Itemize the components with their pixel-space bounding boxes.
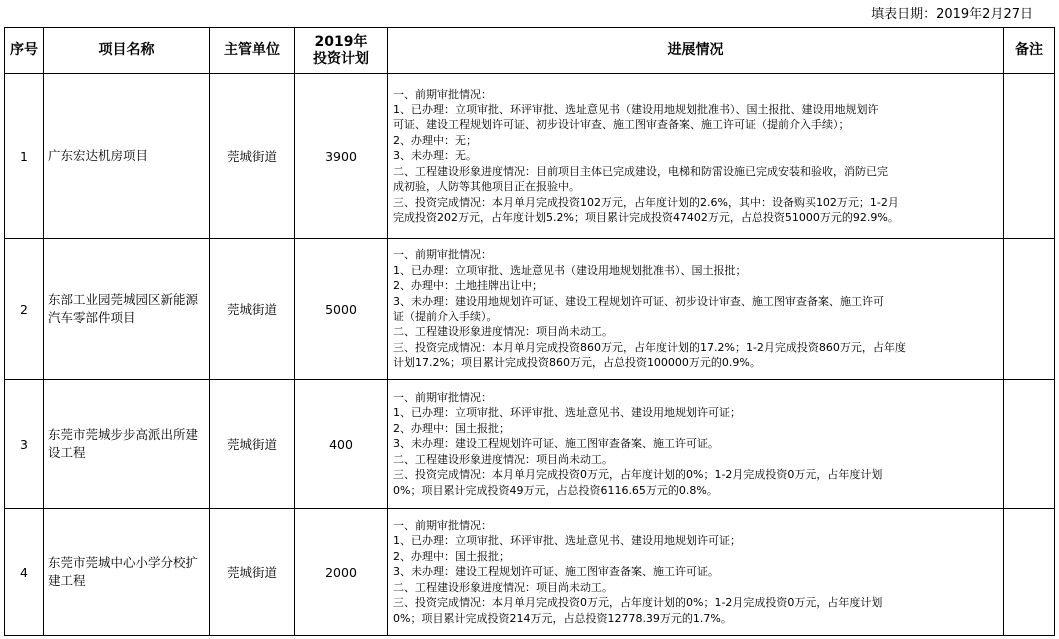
header-managing-unit: 主管单位	[210, 28, 295, 74]
row-managing-unit: 莞城街道	[210, 74, 295, 239]
row-progress	[388, 380, 1004, 509]
progress-line: 1、已办理：立项审批、环评审批、选址意见书、建设用地规划许可证；	[393, 406, 741, 420]
row-managing-unit: 莞城街道	[210, 239, 295, 380]
row-remark	[1004, 74, 1055, 239]
row-remark	[1004, 239, 1055, 380]
progress-line: 2、办理中：国土报批；	[393, 421, 510, 435]
progress-line: 0%；项目累计完成投资214万元，占总投资12778.39万元的1.7%。	[393, 611, 732, 625]
progress-line: 2、办理中：无；	[393, 133, 477, 147]
progress-line: 一、前期审批情况：	[393, 519, 492, 533]
header-investment-plan: 2019年投资计划	[295, 28, 388, 74]
progress-line: 一、前期审批情况：	[393, 248, 492, 262]
row-remark	[1004, 509, 1055, 636]
row-investment-plan: 400	[295, 380, 388, 509]
row-progress	[388, 74, 1004, 239]
row-project-name: 广东宏达机房项目	[44, 74, 210, 239]
progress-line: 三、投资完成情况：本月单月完成投资0万元，占年度计划的0%；1-2月完成投资0万元，占年度计划	[393, 596, 883, 610]
progress-line: 可证、建设工程规划许可证、初步设计审查、施工图审查备案、施工许可证（提前介入手续）；	[393, 118, 850, 132]
row-project-name: 东部工业园莞城园区新能源汽车零部件项目	[44, 239, 210, 380]
row-investment-plan: 5000	[295, 239, 388, 380]
row-investment-plan: 3900	[295, 74, 388, 239]
table-header-row	[5, 28, 1055, 74]
header-project-name: 项目名称	[44, 28, 210, 74]
progress-line: 三、投资完成情况：本月单月完成投资0万元，占年度计划的0%；1-2月完成投资0万元，占年度计划	[393, 468, 883, 482]
progress-line: 三、投资完成情况：本月单月完成投资102万元，占年度计划的2.6%，其中：设备购买102万元；1-2月	[393, 195, 899, 209]
header-seq: 序号	[5, 28, 44, 74]
progress-line: 一、前期审批情况：	[393, 87, 492, 101]
row-remark	[1004, 380, 1055, 509]
progress-line: 二、工程建设形象进度情况：目前项目主体已完成建设，电梯和防雷设施已完成安装和验收，消防已完	[393, 164, 888, 178]
progress-line: 1、已办理：立项审批、环评审批、选址意见书（建设用地规划批准书）、国土报批、建设用地规划许	[393, 103, 879, 117]
progress-line: 3、未办理：建设工程规划许可证、施工图审查备案、施工许可证。	[393, 437, 719, 451]
progress-line: 3、未办理：无。	[393, 149, 477, 163]
progress-line: 2、办理中：土地挂牌出让中；	[393, 279, 543, 293]
progress-line: 一、前期审批情况：	[393, 391, 492, 405]
progress-line: 成初验，人防等其他项目正在报验中。	[393, 180, 580, 194]
row-progress	[388, 239, 1004, 380]
table-row	[5, 74, 1055, 239]
row-managing-unit: 莞城街道	[210, 380, 295, 509]
table-row	[5, 380, 1055, 509]
row-seq: 4	[5, 509, 44, 636]
progress-line: 二、工程建设形象进度情况：项目尚未动工。	[393, 452, 613, 466]
row-progress	[388, 509, 1004, 636]
row-project-name: 东莞市莞城步步高派出所建设工程	[44, 380, 210, 509]
progress-line: 1、已办理：立项审批、选址意见书（建设用地规划批准书）、国土报批；	[393, 263, 747, 277]
progress-line: 二、工程建设形象进度情况：项目尚未动工。	[393, 325, 613, 339]
progress-line: 3、未办理：建设用地规划许可证、建设工程规划许可证、初步设计审查、施工图审查备案、施工许可	[393, 294, 884, 308]
table-row	[5, 509, 1055, 636]
progress-line: 0%；项目累计完成投资49万元，占总投资6116.65万元的0.8%。	[393, 483, 718, 497]
header-progress: 进展情况	[388, 28, 1004, 74]
header-remark: 备注	[1004, 28, 1055, 74]
row-seq: 2	[5, 239, 44, 380]
progress-line: 证（提前介入手续）。	[393, 310, 498, 323]
row-investment-plan: 2000	[295, 509, 388, 636]
row-managing-unit: 莞城街道	[210, 509, 295, 636]
row-project-name: 东莞市莞城中心小学分校扩建工程	[44, 509, 210, 636]
progress-line: 1、已办理：立项审批、环评审批、选址意见书、建设用地规划许可证；	[393, 534, 741, 548]
fill-date: 填表日期：2019年2月27日	[871, 7, 1033, 22]
progress-line: 完成投资202万元，占年度计划5.2%；项目累计完成投资47402万元，占总投资51000万元的92.9%。	[393, 210, 899, 224]
progress-line: 3、未办理：建设工程规划许可证、施工图审查备案、施工许可证。	[393, 565, 719, 579]
row-seq: 3	[5, 380, 44, 509]
progress-line: 二、工程建设形象进度情况：项目尚未动工。	[393, 580, 613, 594]
progress-line: 2、办理中：国土报批；	[393, 549, 510, 563]
row-seq: 1	[5, 74, 44, 239]
progress-line: 计划17.2%；项目累计完成投资860万元，占总投资100000万元的0.9%。	[393, 356, 761, 370]
table-row	[5, 239, 1055, 380]
progress-line: 三、投资完成情况：本月单月完成投资860万元，占年度计划的17.2%；1-2月完成投资860万元，占年度	[393, 340, 906, 354]
project-progress-table	[4, 27, 1055, 636]
